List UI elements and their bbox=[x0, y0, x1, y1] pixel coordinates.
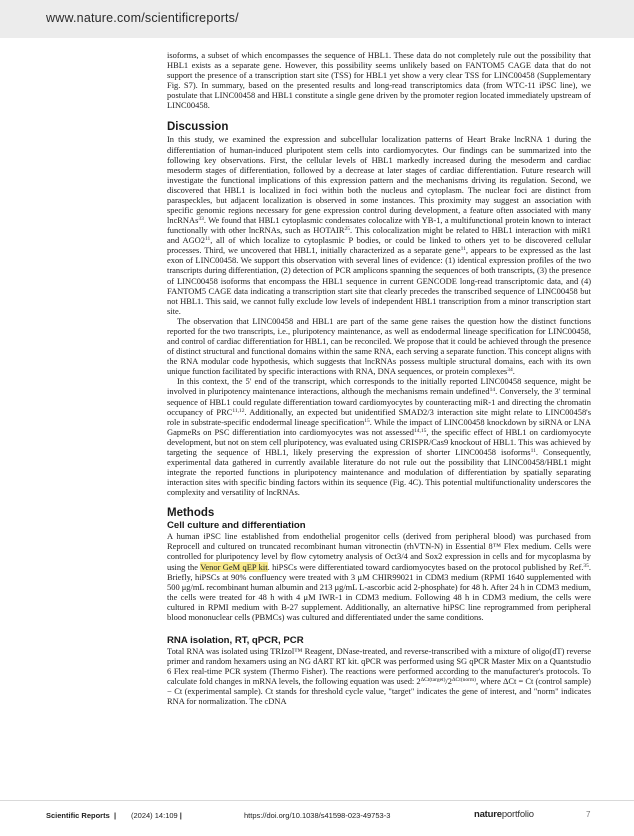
footer-doi-link[interactable]: https://doi.org/10.1038/s41598-023-49753-3 bbox=[244, 811, 391, 820]
ref-link[interactable]: 11,12 bbox=[232, 407, 245, 414]
highlighted-text[interactable]: Venor GeM qEP kit bbox=[200, 561, 268, 572]
footer-journal-name: Scientific Reports bbox=[46, 811, 110, 820]
ref-link[interactable]: 11 bbox=[530, 447, 536, 454]
site-header-bar bbox=[0, 0, 634, 38]
intro-paragraph: isoforms, a subset of which encompasses the sequence of HBL1. These data do not completely rule out the possibility that HBL1 exists as a separate gene. However, this possibility seems unlikely based on FANTOM5 CAGE data that do not support the presence of a transcription start site (TSS) for HBL1 yet show a very clear TSS for LINC00458 (Supplementary Fig. S7). In summary, based on the presented results and long-read transcriptomics data (from WTC-11 iPSC line), we postulate that LINC00458 and HBL1 constitute a single gene driven by the promoter region located immediately upstream of LINC00458. bbox=[167, 50, 591, 111]
discussion-heading: Discussion bbox=[167, 121, 229, 134]
footer-volume: (2024) 14:109 | bbox=[131, 811, 182, 820]
page-footer bbox=[0, 800, 634, 836]
cell-culture-paragraph: A human iPSC line established from endothelial progenitor cells (derived from peripheral blood) was purchased from Reprocell and cultured on truncated recombinant human vitronectin (rhVTN-N) in Essential 8™ Flex medium. Cells were controlled for pluripotency level by flow cytometry analysis of Oct3/4 and Sox2 expression in cells and for mycoplasma by using the Venor GeM qEP kit. hiPSCs were differentiated toward cardiomyocytes based on the protocol published by Ref.$^{35}$. Briefly, hiPSCs at 90% confluency were treated with 3 μM CHIR99021 in CDM3 medium (RPMI 1640 supplemented with 500 μg/mL recombinant human albumin and 213 μg/mL L-ascorbic acid 2-phosphate) for 48 h. After 24 h in CDM3 medium, the cells were treated for 48 h with 4 μM IWR-1 in CDM3 medium. Following 48 h in CDM3 medium, the cells were cultured in RPMI medium with B-27 supplement. Additionally, an alternative hiPSC line reprogrammed from peripheral blood mononuclear cells (PBMCs) was cultured and differentiated under the same conditions. bbox=[167, 531, 591, 622]
cell-culture-heading: Cell culture and differentiation bbox=[167, 520, 306, 532]
ref-link[interactable]: 14,15 bbox=[414, 427, 427, 434]
ref-link[interactable]: 35 bbox=[583, 562, 589, 569]
site-url-link[interactable]: www.nature.com/scientificreports/ bbox=[46, 11, 239, 25]
nature-portfolio-logo: natureportfolio bbox=[474, 809, 534, 820]
ref-link[interactable]: 25 bbox=[344, 226, 350, 233]
article-body bbox=[167, 50, 591, 706]
ref-link[interactable]: 15 bbox=[364, 417, 370, 424]
discussion-paragraph-3: In this context, the 5′ end of the transcript, which corresponds to the initially reported LINC00458 sequence, might be involved in pluripotency maintenance interactions, although the mechanisms remain undefined$^{14}$. Conversely, the 3′ terminal sequence of HBL1 could regulate differentiation toward cardiomyocytes by counteracting miR-1 and directing the chromatin occupancy of PRC$^{11,12}$. Additionally, an expected but unidentified SMAD2/3 interaction site might relate to LINC00458's role in substrate-specific endodermal lineage specification$^{15}$. While the impact of LINC00458 knockdown by siRNA or LNA GapmeRs on PSC differentiation into cardiomyocytes was not assessed$^{14,15}$, the specific effect of HBL1 on cardiomyocyte development, but not on stem cell pluripotency, was evaluated using CRISPR/Cas9 knockout of HBL1. This was achieved by targeting the sequence of HBL1, likely preserving the expression of shorter LINC00458 isoforms$^{11}$. Consequently, experimental data gathered in currently available literature do not rule out the possibility that LINC00458/HBL1 might integrate the reported functions in pluripotency maintenance and modulation of differentiation by spatially separating interaction sites with specific binding factors within its sequence (Fig. 4C). This potential multifunctionality underscores the complexity and versatility of lncRNAs. bbox=[167, 376, 592, 498]
ref-link[interactable]: 34 bbox=[507, 367, 513, 374]
ref-link[interactable]: 14 bbox=[489, 387, 496, 394]
methods-heading: Methods bbox=[167, 507, 215, 520]
footer-page-number: 7 bbox=[586, 810, 591, 819]
rna-isolation-heading: RNA isolation, RT, qPCR, PCR bbox=[167, 634, 304, 646]
ref-link[interactable]: 33 bbox=[198, 216, 204, 223]
footer-separator: | bbox=[114, 811, 117, 820]
discussion-paragraph-2: The observation that LINC00458 and HBL1 are part of the same gene raises the question how the distinct functions reported for the two transcripts, i.e., pluripotency maintenance, as well as endodermal lineage specification for LINC00458, and control of cardiac differentiation for HBL1, can be reconciled. We propose that it could be achieved through the presence of distinct structural and functional domains within the same RNA, each serving a separate function. This concept aligns with the RNA modular code hypothesis, which suggests that lncRNAs possess multiple structural domains, each with its own unique function facilitated by specific interactions with RNA, DNA sequences, or protein complexes$^{34}$. bbox=[167, 315, 591, 377]
rna-isolation-paragraph: Total RNA was isolated using TRIzol™ Reagent, DNase-treated, and reverse-transcribed with a mixture of oligo(dT) reverse primer and random hexamers using an NG dART RT kit. qPCR was performed using SG qPCR Master Mix on a Quantstudio 6 Flex real-time PCR system (Thermo Fisher). The reactions were performed according to the manufacturer's protocols. To calculate fold changes in mRNA levels, the following equation was used: $2^{\Delta Ct(target)}/2^{\Delta Ct(norm)}$, where ΔCt = Ct (control sample) − Ct (experimental sample). Ct stands for threshold cycle value, "target" indicates the gene of interest, and "norm" indicates RNA for normalization. The cDNA bbox=[167, 645, 591, 707]
ref-link[interactable]: 11 bbox=[460, 246, 466, 253]
ref-link[interactable]: 11 bbox=[205, 236, 211, 243]
discussion-paragraph-1: In this study, we examined the expression and subcellular localization patterns of Heart Brake lncRNA 1 during the differentiation of human-induced pluripotent stem cells into cardiomyocytes. Our findings can be summarized into the following key observations. First, the cellular levels of HBL1 markedly increased during the mesoderm and cardiac mesoderm stages of differentiation, followed by a decrease at later stages of cardiac differentiation. Future research will investigate the functional implications of this expression pattern and the mechanisms driving its regulation. Second, we discovered that HBL1 is localized in foci within both the nucleus and cytoplasm. The nuclear foci are distinct from paraspeckles, but adjacent localization is observed in some instances. This proximity may suggest an association with specific genomic regions necessary for gene expression control during development, a feature often associated with many lncRNAs$^{33}$. We found that HBL1 cytoplasmic condensates colocalize with YB-1, a multifunctional protein known to interact functionally with other lncRNAs, such as HOTAIR$^{25}$. This colocalization might be related to HBL1 interaction with miR1 and $AGO2^{11}$, all of which localize to cytoplasmic P bodies, or could be linked to others yet to be discovered cellular processes. Third, we uncovered that HBL1, initially characterized as a separate gene$^{11}$, appears to be expressed as the last exon of LINC00458. We support this observation with several lines of evidence: (1) identical expression profiles of the two transcripts during differentiation, (2) detection of PCR amplicons spanning the sequences of both transcripts, (3) the presence of LINC00458 isoforms that encompass the HBL1 sequence in current GENCODE long-read transcriptomic data, and (4) FANTOM5 CAGE data indicating a transcription start site that clearly precedes the transcribed sequence of LINC00458 but not HBL1. This said, we cannot fully exclude low levels of independent HBL1 transcription from a minor transcription start site. bbox=[167, 134, 592, 316]
